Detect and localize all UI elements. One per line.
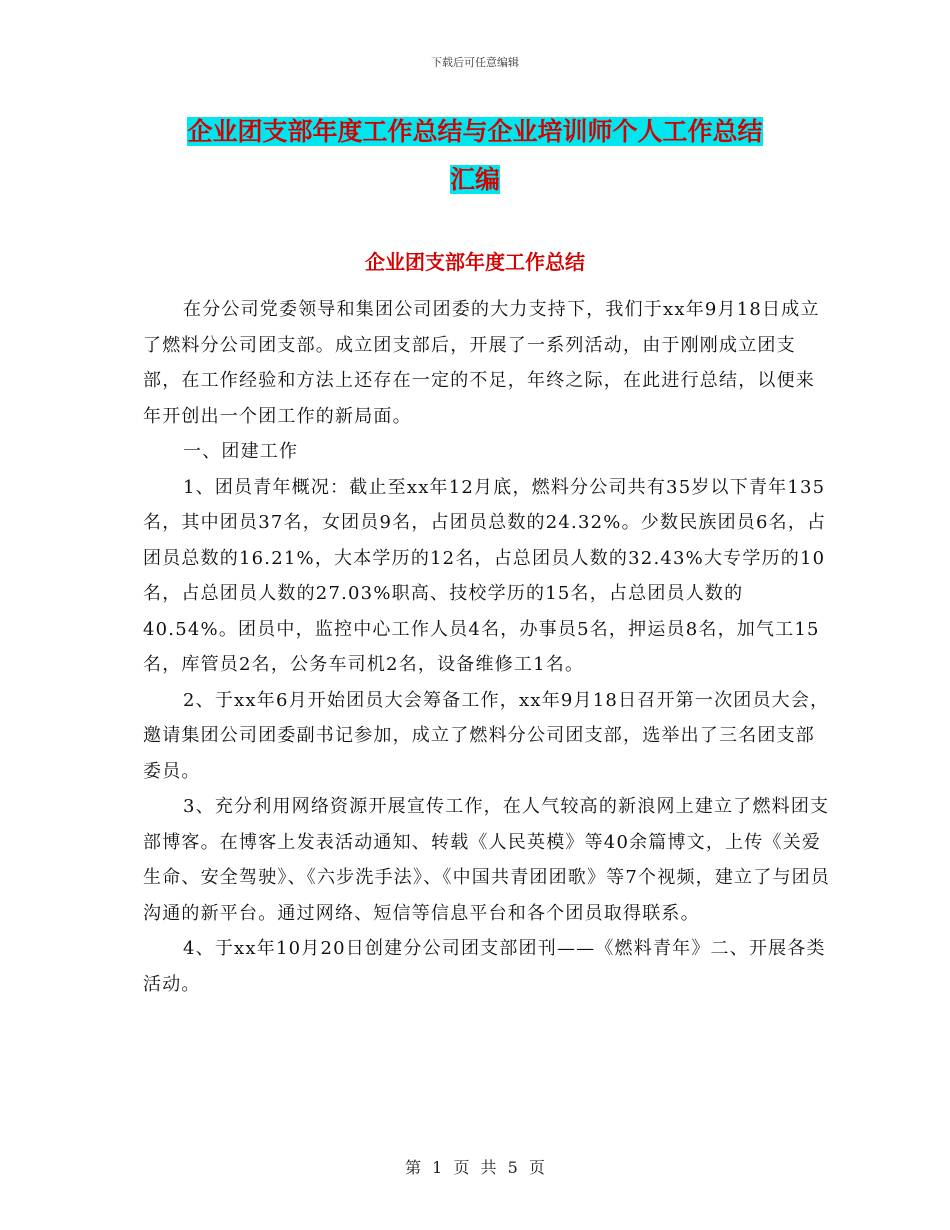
paragraph-online-publicity: 3、充分利用网络资源开展宣传工作，在人气较高的新浪网上建立了燃料团支部博客。在博客上发表活动通知、转载《人民英模》等40余篇博文，上传《关爱生命、安全驾驶》、《六步洗手法》、《中国共青团团歌》等7个视频，建立了与团员沟通的新平台。通过网络、短信等信息平台和各个团员取得联系。 [143, 796, 831, 924]
paragraph-intro: 在分公司党委领导和集团公司团委的大力支持下，我们于xx年9月18日成立了燃料分公司团支部。成立团支部后，开展了一系列活动，由于刚刚成立团支部，在工作经验和方法上还存在一定的不足，年终之际，在此进行总结，以便来年开创出一个团工作的新局面。 [143, 299, 820, 427]
document-body [143, 292, 833, 1002]
document-title-line-1: 企业团支部年度工作总结与企业培训师个人工作总结 [187, 117, 763, 146]
paragraph-overview: 1、团员青年概况：截止至xx年12月底，燃料分公司共有35岁以下青年135名，其中团员37名，女团员9名，占团员总数的24.32%。少数民族团员6名，占团员总数的16.21%，大本学历的12名，占总团员人数的32.43%大专学历的10名，占总团员人数的27.03%职高、技校学历的15名，占总团员人数的40.54%。团员中，监控中心工作人员4名，办事员5名，押运员8名，加气工15名，库管员2名，公务车司机2名，设备维修工1名。 [143, 476, 827, 675]
document-title-line-2: 汇编 [449, 165, 500, 194]
paragraph-congress: 2、于xx年6月开始团员大会筹备工作，xx年9月18日召开第一次团员大会，邀请集团公司团委副书记参加，成立了燃料分公司团支部，选举出了三名团支部委员。 [143, 689, 830, 782]
heading-league-building: 一、团建工作 [183, 441, 299, 462]
page-footer: 第 1 页 共 5 页 [405, 1158, 545, 1177]
paragraph-journal: 4、于xx年10月20日创建分公司团支部团刊——《燃料青年》二、开展各类活动。 [143, 938, 826, 995]
document-title [0, 108, 950, 204]
header-note: 下载后可任意编辑 [431, 56, 519, 69]
section-title: 企业团支部年度工作总结 [365, 250, 585, 274]
